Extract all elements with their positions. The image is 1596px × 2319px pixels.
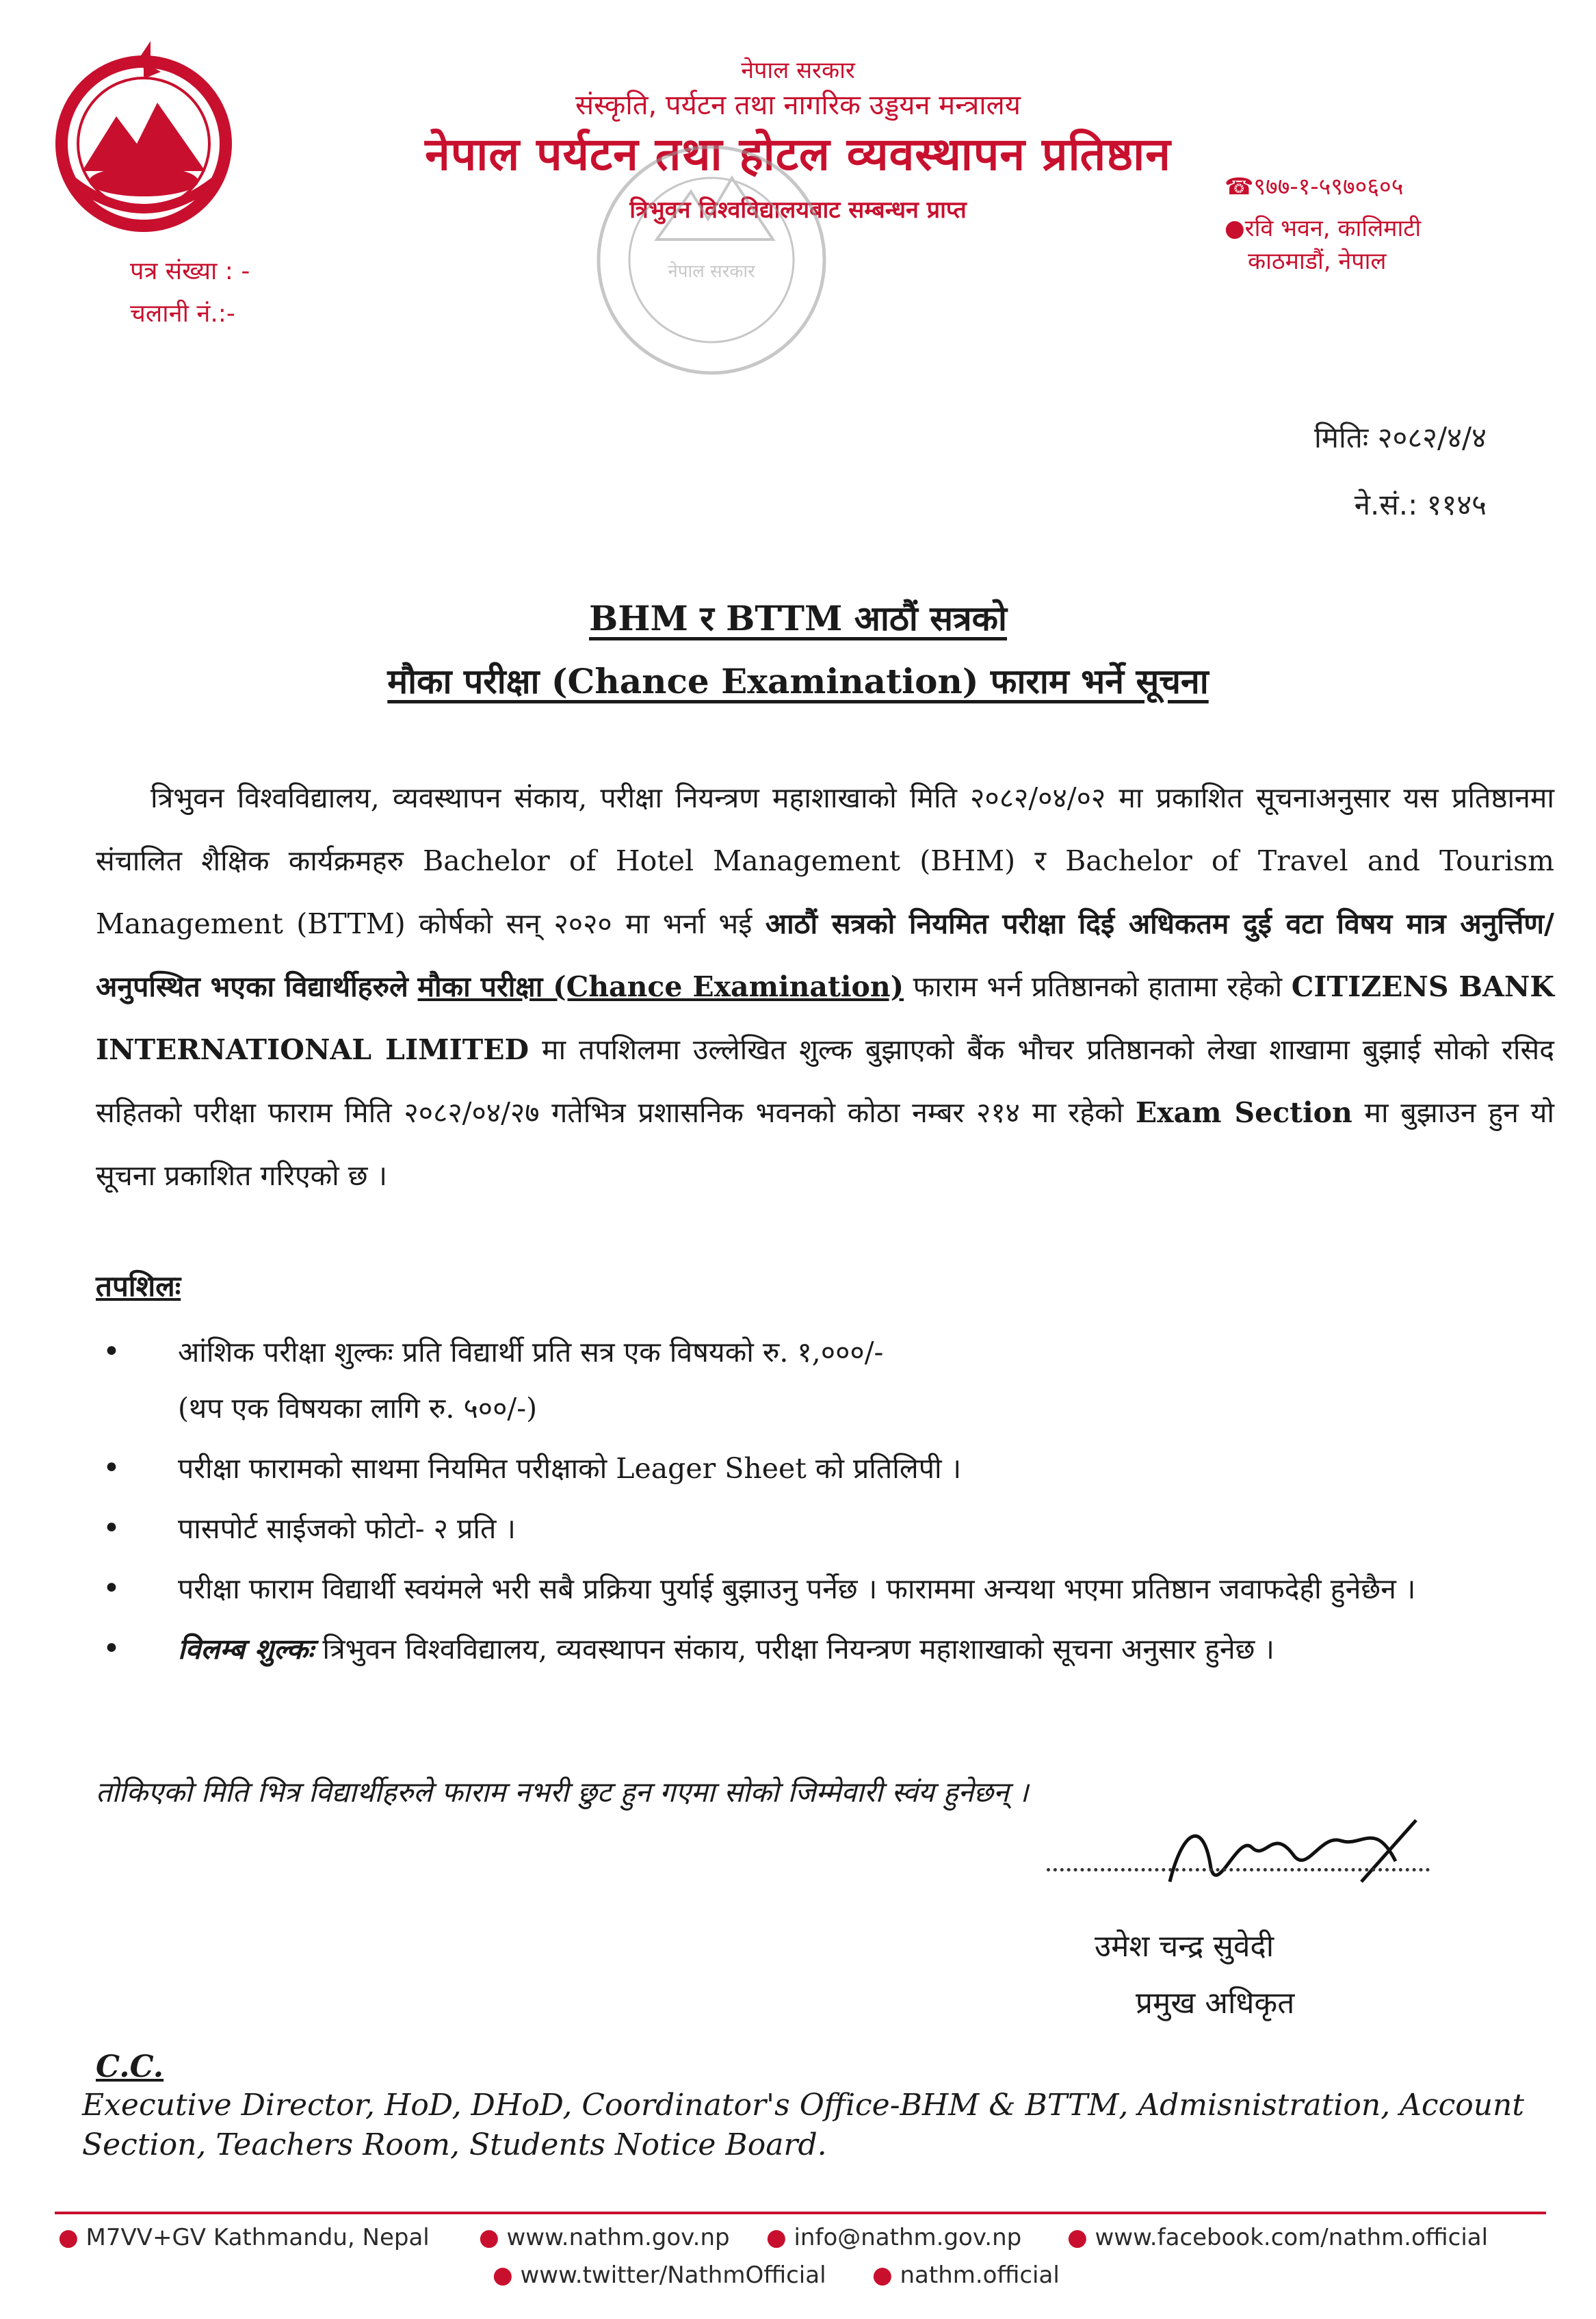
details-list	[96, 1324, 1554, 1681]
web-icon: ●	[479, 2224, 507, 2251]
institute-seal	[554, 137, 869, 383]
government-label: नेपाल सरकार	[741, 57, 855, 84]
letter-number: पत्र संख्या : -	[130, 257, 250, 285]
list-item: • विलम्ब शुल्कः त्रिभुवन विश्वविद्यालय, व्यवस्थापन संकाय, परीक्षा नियन्त्रण महाशाखाको सूचना अनुसार हुनेछ ।	[103, 1631, 1274, 1666]
instagram-icon: ●	[872, 2262, 900, 2289]
details-heading: तपशिलः	[96, 1269, 181, 1303]
signatory-title: प्रमुख अधिकृत	[1136, 1986, 1295, 2021]
footer-email[interactable]: ● info@nathm.gov.np	[766, 2224, 1022, 2251]
affiliation-label: त्रिभुवन विश्वविद्यालयबाट सम्बन्धन प्राप्त	[629, 196, 967, 224]
twitter-icon: ●	[493, 2262, 521, 2289]
signatory-name: उमेश चन्द्र सुवेदी	[1095, 1929, 1274, 1964]
list-item: • परीक्षा फारामको साथमा नियमित परीक्षाको Leager Sheet को प्रतिलिपी ।	[103, 1451, 962, 1486]
address-block: ●रवि भवन, कालिमाटी काठमाडौं, नेपाल	[1225, 215, 1422, 275]
signature-line	[1047, 1868, 1430, 1871]
date-label: मितिः २०८२/४/४	[1314, 421, 1487, 454]
footer-instagram[interactable]: ● nathm.official	[872, 2262, 1060, 2289]
phone-number: ☎९७७-१-५९७०६०५	[1225, 173, 1404, 200]
ministry-label: संस्कृति, पर्यटन तथा नागरिक उड्डयन मन्त्रालय	[575, 90, 1021, 121]
list-item: • परीक्षा फाराम विद्यार्थी स्वयंमले भरी सबै प्रक्रिया पुर्याई बुझाउनु पर्नेछ । फाराममा अन्यथा भएमा प्रतिष्ठान जवाफदेही हुनेछैन ।	[103, 1571, 1416, 1606]
footer-location: ● M7VV+GV Kathmandu, Nepal	[58, 2224, 430, 2251]
notice-title-line1: BHM र BTTM आठौं सत्रको	[588, 598, 1008, 638]
cc-label: C.C.	[96, 2049, 164, 2084]
footer-divider	[55, 2212, 1546, 2214]
svg-text:नेपाल सरकार: नेपाल सरकार	[668, 261, 755, 282]
warning-note: तोकिएको मिति भित्र विद्यार्थीहरुले फाराम नभरी छुट हुन गएमा सोको जिम्मेवारी स्वंय हुनेछन् ।	[96, 1776, 1029, 1809]
email-icon: ●	[766, 2224, 794, 2251]
footer-website[interactable]: ● www.nathm.gov.np	[479, 2224, 730, 2251]
location-icon: ●	[1225, 215, 1245, 242]
footer-facebook[interactable]: ● www.facebook.com/nathm.official	[1067, 2224, 1489, 2251]
footer-twitter[interactable]: ● www.twitter/NathmOfficial	[493, 2262, 826, 2289]
list-item: • पासपोर्ट साईजको फोटो- २ प्रति ।	[103, 1511, 516, 1546]
institute-name: नेपाल पर्यटन तथा होटल व्यवस्थापन प्रतिष्ठान	[425, 128, 1171, 181]
notice-title-line2: मौका परीक्षा (Chance Examination) फाराम भर्ने सूचना	[387, 661, 1209, 701]
notice-body: त्रिभुवन विश्वविद्यालय, व्यवस्थापन संकाय, परीक्षा नियन्त्रण महाशाखाको मिति २०८२/०४/०२ मा प्रकाशित सूचनाअनुसार यस प्रतिष्ठानमा संचालित शैक्षिक कार्यक्रमहरु Bachelor of Hotel Management (BHM) र Bachelor of Travel and Tourism Management (BTTM) कोर्षको सन् २०२० मा भर्ना भई आठौं सत्रको नियमित परीक्षा दिई अधिकतम दुई वटा विषय मात्र अनुर्त्तिण/अनुपस्थित भएका विद्यार्थीहरुले मौका परीक्षा (Chance Examination) फाराम भर्न प्रतिष्ठानको हातामा रहेको CITIZENS BANK INTERNATIONAL LIMITED मा तपशिलमा उल्लेखित शुल्क बुझाएको बैंक भौचर प्रतिष्ठानको लेखा शाखामा बुझाई सोको रसिद सहितको परीक्षा फाराम मिति २०८२/०४/२७ गतेभित्र प्रशासनिक भवनको कोठा नम्बर २१४ मा रहेको Exam Section मा बुझाउन हुन यो सूचना प्रकाशित गरिएको छ ।	[96, 781, 1555, 1192]
nepal-samvat-label: ने.सं.: ११४५	[1354, 488, 1487, 521]
list-item: • आंशिक परीक्षा शुल्कः प्रति विद्यार्थी प्रति सत्र एक विषयको रु. १,०००/- (थप एक विषयका लागि रु. ५००/-)	[103, 1334, 884, 1425]
cc-recipients: Executive Director, HoD, DHoD, Coordinator's Office-BHM & BTTM, Admisnistration, Account Section, Teachers Room, Students Notice Board.	[82, 2088, 1525, 2162]
phone-icon: ☎	[1225, 173, 1254, 200]
dispatch-number: चलानी नं.:-	[130, 300, 235, 328]
signature	[1156, 1806, 1471, 1902]
location-icon: ●	[58, 2224, 86, 2251]
facebook-icon: ●	[1067, 2224, 1095, 2251]
